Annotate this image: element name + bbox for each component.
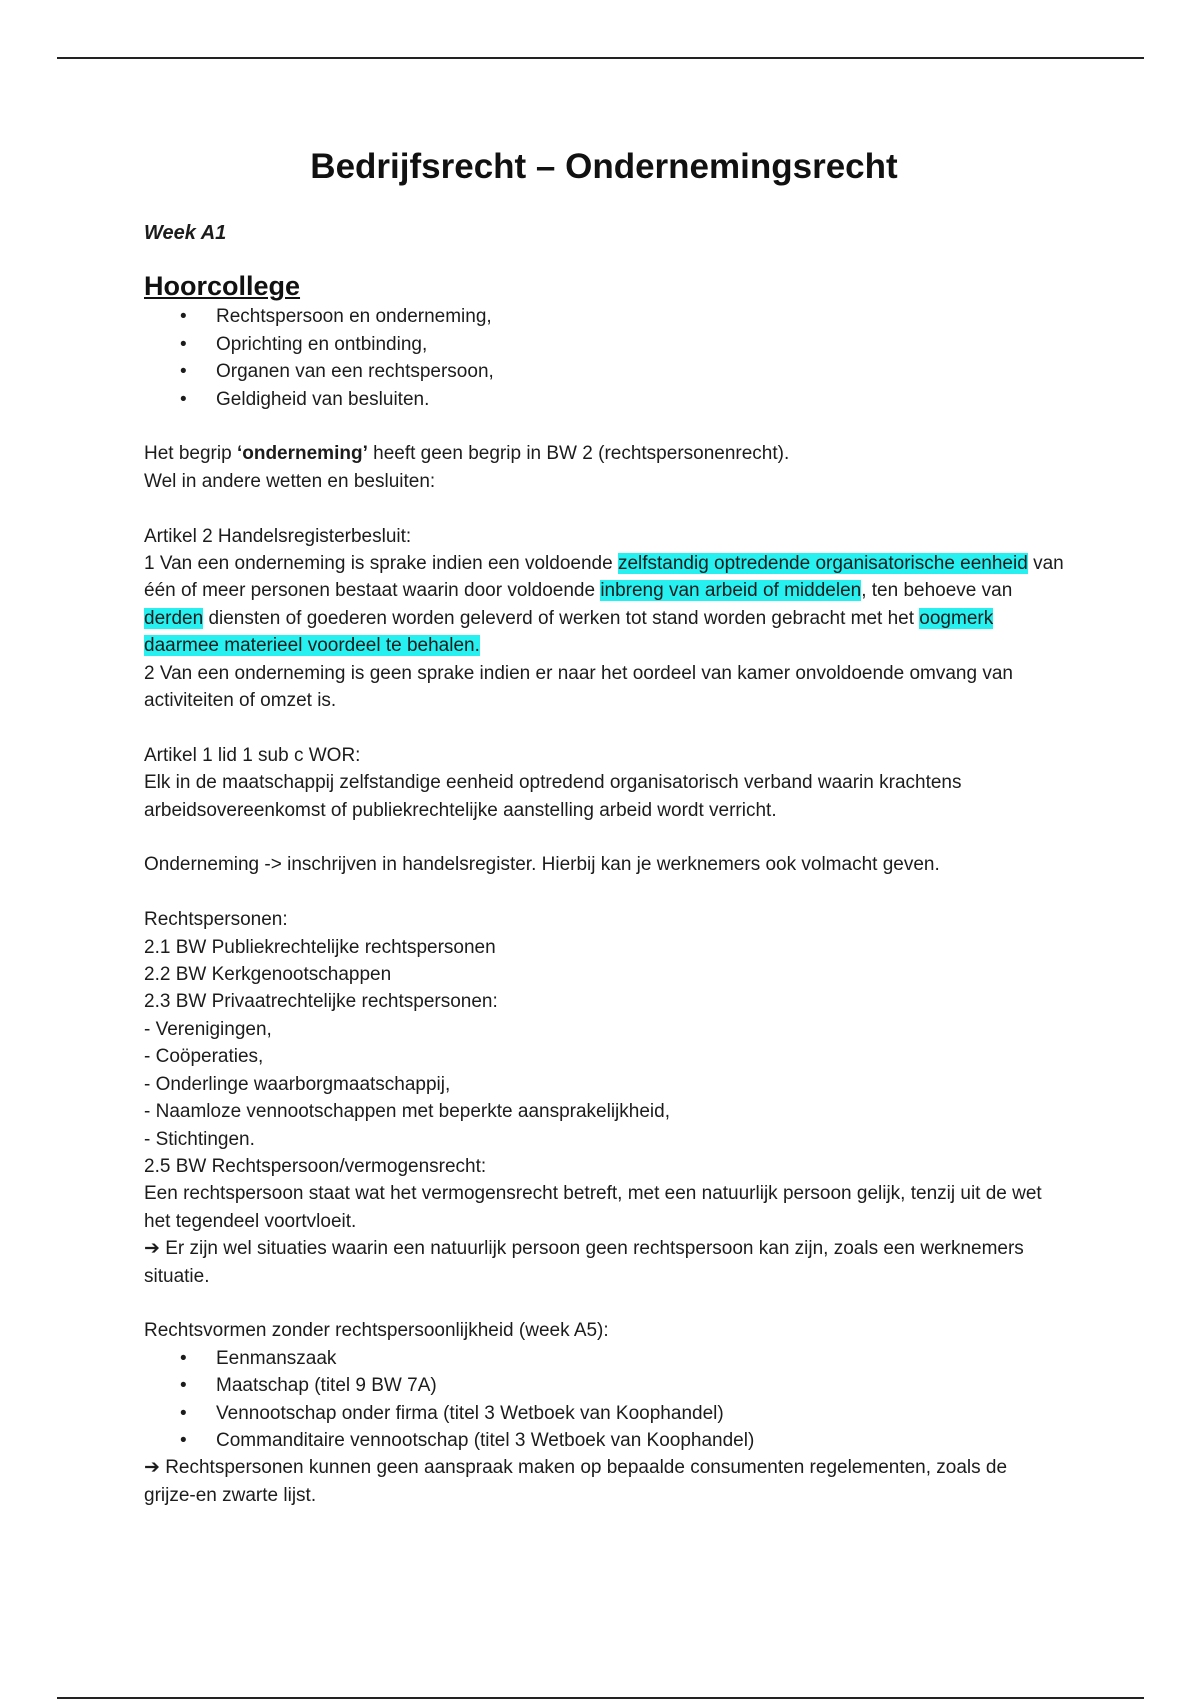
top-rule [57,57,1144,59]
rechtspersonen-line: Een rechtspersoon staat wat het vermogensrecht betreft, met een natuurlijk persoon gelijk, tenzij uit de wet het tegendeel voortvloeit. [144,1183,1042,1232]
arrow-note-text: Er zijn wel situaties waarin een natuurlijk persoon geen rechtspersoon kan zijn, zoals een werknemers situatie. [144,1238,1024,1287]
highlight: oogmerk daarmee materieel voordeel te behalen. [144,607,994,657]
art2-text: 1 Van een onderneming is sprake indien een voldoende [144,553,618,575]
rechtspersonen-heading: Rechtspersonen: [144,909,288,931]
document-body [144,140,1064,1509]
art2-paragraph-2: 2 Van een onderneming is geen sprake indien er naar het oordeel van kamer onvoldoende omvang van activiteiten of omzet is. [144,662,1013,712]
intro-line: Wel in andere wetten en besluiten: [144,470,436,492]
wor-text: Elk in de maatschappij zelfstandige eenheid optredend organisatorisch verband waarin krachtens arbeidsovereenkomst of publiekrechtelijke aanstelling arbeid wordt verricht. [144,772,962,821]
arrow-icon: ➔ [144,1238,160,1260]
arrow-note-text: Rechtspersonen kunnen geen aanspraak maken op bepaalde consumenten regelementen, zoals de grijze-en zwarte lijst. [144,1457,1008,1506]
list-item: • Vennootschap onder firma (titel 3 Wetboek van Koophandel) [216,1400,1064,1427]
rechtspersonen-line: 2.2 BW Kerkgenootschappen [144,964,392,986]
list-item: • Rechtspersoon en onderneming, [216,303,1064,330]
bottom-rule [57,1697,1144,1699]
list-item: • Eenmanszaak [216,1345,1064,1372]
intro-text: Het begrip [144,443,237,465]
list-item: • Commanditaire vennootschap (titel 3 Wetboek van Koophandel) [216,1427,1064,1454]
art2-heading: Artikel 2 Handelsregisterbesluit: [144,525,412,547]
highlight: zelfstandig optredende organisatorische eenheid [617,553,1028,575]
section-heading: Hoorcollege [144,271,301,302]
intro-paragraph [144,440,1064,467]
highlight: inbreng van arbeid of middelen [600,580,862,602]
list-item: • Oprichting en ontbinding, [216,331,1064,358]
list-item: • Geldigheid van besluiten. [216,386,1064,413]
art2-text: van één of meer personen bestaat waarin door voldoende [144,553,1064,602]
arrow-note [144,1235,1064,1290]
list-item: • Maatschap (titel 9 BW 7A) [216,1372,1064,1399]
rechtsvormen-list [144,1345,1064,1455]
document-title: Bedrijfsrecht – Ondernemingsrecht [310,147,898,186]
rechtspersonen-line: - Onderlinge waarborgmaatschappij, [144,1073,451,1095]
arrow-icon: ➔ [144,1457,160,1479]
intro-text: heeft geen begrip in BW 2 (rechtspersonenrecht). [367,443,790,465]
week-label: Week A1 [144,222,227,244]
art2-paragraph-1 [144,550,1064,660]
onderneming-line: Onderneming -> inschrijven in handelsregister. Hierbij kan je werknemers ook volmacht geven. [144,854,940,876]
rechtspersonen-line: 2.5 BW Rechtspersoon/vermogensrecht: [144,1155,487,1177]
wor-heading: Artikel 1 lid 1 sub c WOR: [144,744,361,766]
rechtspersonen-line: 2.1 BW Publiekrechtelijke rechtspersonen [144,936,496,958]
topics-list [144,303,1064,413]
rechtspersonen-line: - Naamloze vennootschappen met beperkte aansprakelijkheid, [144,1101,670,1123]
highlight: derden [144,607,204,629]
rechtspersonen-line: 2.3 BW Privaatrechtelijke rechtspersonen: [144,991,498,1013]
intro-term: ‘onderneming’ [236,443,368,465]
arrow-note [144,1454,1064,1509]
art2-text: , ten behoeve van [861,580,1013,602]
list-item: • Organen van een rechtspersoon, [216,358,1064,385]
rechtspersonen-line: - Coöperaties, [144,1046,264,1068]
art2-text: diensten of goederen worden geleverd of werken tot stand worden gebracht met het [203,607,920,629]
rechtspersonen-line: - Verenigingen, [144,1018,272,1040]
rechtsvormen-heading: Rechtsvormen zonder rechtspersoonlijkheid (week A5): [144,1320,609,1342]
rechtspersonen-line: - Stichtingen. [144,1128,255,1150]
